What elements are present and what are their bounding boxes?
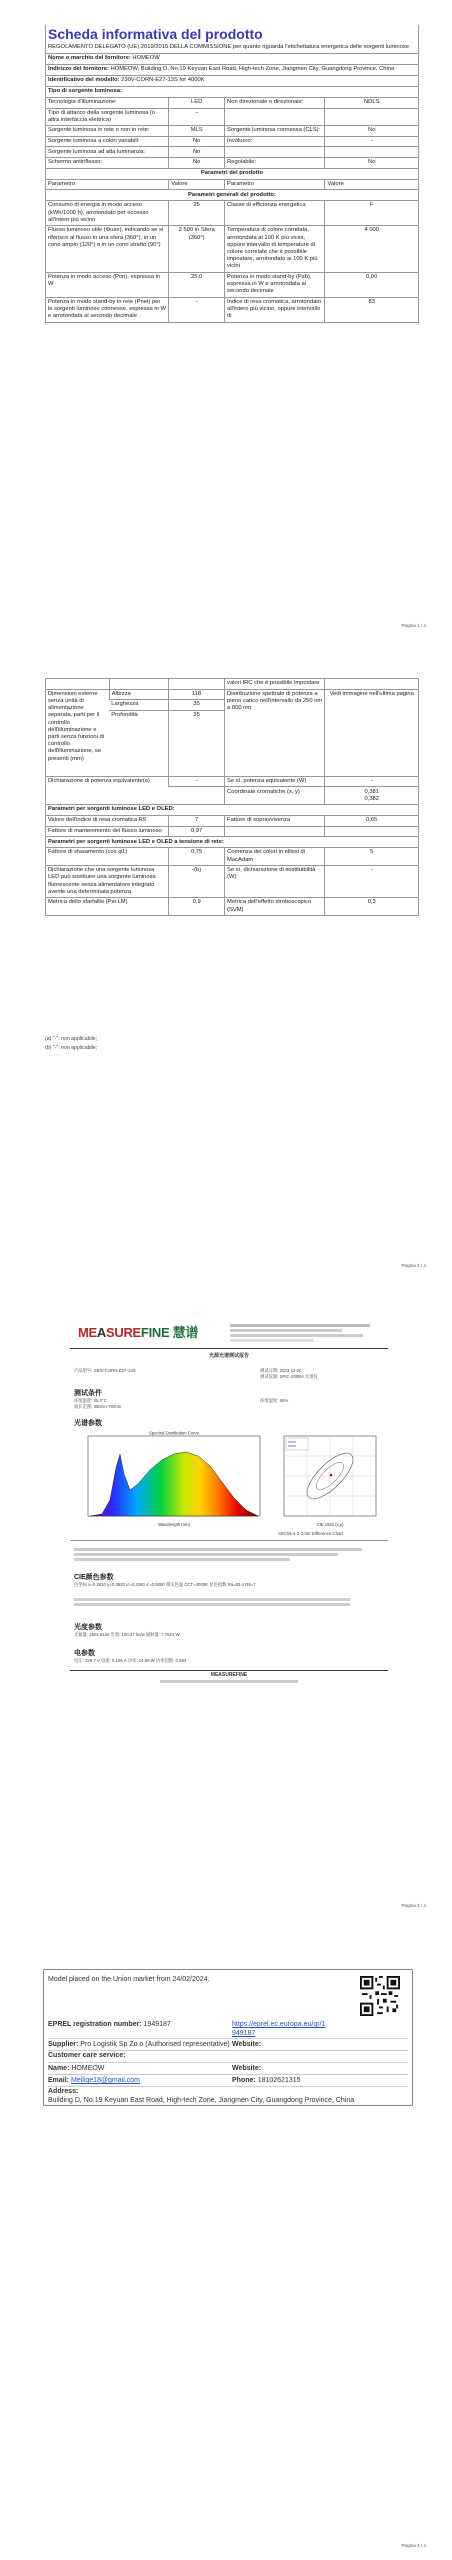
equiv-yes-label: Se sì, potenza equivalente (W) (225, 776, 325, 787)
chroma-label: Coordinate cromatiche (x, y) (225, 787, 325, 804)
supplier-name-value: HOMEOW (132, 55, 160, 62)
cc-name-row (48, 2064, 104, 2073)
led-row (46, 816, 418, 827)
type-cell-3-1: No (169, 136, 225, 147)
eprel-value: 1949187 (143, 2021, 171, 2028)
cont-table (46, 679, 418, 804)
general-row (46, 297, 418, 321)
chroma-y: 0,382 (364, 795, 379, 802)
product-info-sheet-cont (45, 678, 419, 916)
equiv-label: Dichiarazione di potenza equivalente(a) (46, 776, 169, 804)
env-range: 波长范围: 380nm-780nm (74, 1404, 122, 1409)
type-cell-2-2: Sorgente luminosa connessa (CLS): (225, 126, 325, 137)
general-cell-2-0: Potenza in modo acceso (Pon), espressa in W (46, 272, 169, 297)
general-cell-2-3: 0,00 (325, 272, 418, 297)
type-cell-1-0: Tipo di attacco della sorgente luminosa (o altra interfaccia elettrica) (46, 108, 169, 126)
general-heading: Parametri generali del prodotto: (46, 189, 418, 200)
measurefine-report (70, 1316, 388, 1758)
cc-address-label: Address: (48, 2088, 79, 2095)
led-row (46, 826, 418, 836)
mains-cell-2-3: 0,3 (325, 898, 418, 915)
mains-row (46, 848, 418, 866)
electric-heading: 电参数 (74, 1650, 95, 1657)
type-cell-0-1: LED (169, 97, 225, 108)
type-cell-2-3: No (325, 126, 418, 137)
equiv-yes-value: - (325, 776, 418, 787)
led-cell-0-0: Valore dell'indice di resa cromatica R9 (46, 816, 169, 827)
website-row (232, 2040, 261, 2049)
supplier-address-value: HOMEOW, Building D, No.19 Keyuan East Road, High-tech Zone, Jiangmen City, Guangdong Province, China (110, 66, 395, 73)
supplier-address-label: Indirizzo del fornitore: (48, 66, 109, 73)
type-cell-1-3 (325, 108, 418, 126)
env-humidity: 环境湿度: 65% (260, 1398, 289, 1403)
general-cell-1-3: 4 000 (325, 226, 418, 273)
mains-row (46, 898, 418, 915)
type-cell-3-2: Involucro: (225, 136, 325, 147)
led-cell-0-2: Fattore di sopravvivenza (225, 816, 325, 827)
dim-width-value: 35 (169, 700, 225, 711)
mains-cell-1-1: -(b) (169, 866, 225, 898)
report-heading: 光源光谱测试报告 (208, 1353, 249, 1359)
page-1 (0, 0, 452, 640)
type-cell-0-0: Tecnologia d'illuminazione: (46, 97, 169, 108)
type-cell-2-0: Sorgente luminosa in rete o non in rete: (46, 126, 169, 137)
footnote-b: (b) "-": non applicabile; (45, 1045, 98, 1051)
test-date: 测试日期: 2023-12-20 (260, 1368, 302, 1373)
mains-cell-2-2: Metrica dell'effetto stroboscopico (SVM) (225, 898, 325, 915)
general-row (46, 272, 418, 297)
type-row (46, 126, 418, 137)
spectral-label: Distribuzione spettrale di potenza a pieno carico nell'intervallo da 250 nm a 800 nm (225, 689, 325, 776)
page-3 (0, 1280, 452, 1920)
supplier-row (48, 2040, 230, 2049)
general-cell-3-0: Potenza in modo stand-by in rete (Pnet) per le sorgenti luminose connesse, espressa in W e arrotondata al secondo decimale (46, 297, 169, 321)
general-cell-3-3: 83 (325, 297, 418, 321)
general-cell-3-2: Indice di resa cromatica, arrotondato all'intero più vicino, oppure intervallo di (225, 297, 325, 321)
general-cell-1-1: 2 500 in Sfera (360°) (169, 226, 225, 273)
mains-table (46, 847, 418, 915)
supplier-name-row (46, 53, 418, 64)
supplier-label: Supplier: (48, 2041, 79, 2048)
type-cell-4-0: Sorgente luminosa ad alta luminanza: (46, 147, 169, 158)
led-cell-1-1: 0,97 (169, 826, 225, 836)
type-cell-1-2 (225, 108, 325, 126)
mains-cell-0-3: 5 (325, 848, 418, 866)
led-oled-heading: Parametri per sorgenti luminose LED e OLED: (46, 804, 418, 815)
photometric-heading: 光度参数 (74, 1624, 102, 1631)
measured-point (330, 1474, 333, 1477)
eprel-row (48, 2020, 171, 2029)
type-cell-4-2 (225, 147, 325, 158)
page-number: Pagina 3 / 4 (401, 1903, 426, 1908)
measurefine-logo: MEASUREFINE 慧谱 (78, 1325, 199, 1340)
type-row (46, 136, 418, 147)
placeholder-lines-a (74, 1546, 374, 1563)
model-row (46, 75, 418, 86)
general-row (46, 226, 418, 273)
env-heading: 测试条件 (74, 1390, 102, 1397)
col-param: Parametro (46, 179, 169, 189)
cie-caption: CIE 1931 (x,y) (316, 1522, 344, 1527)
type-cell-0-2: Non direzionale o direzionale: (225, 97, 325, 108)
color-params: 色坐标 x=0.3810 y=0.3820 u'=0.2260 v'=0.5090 相关色温 CCT=4000K 显色指数 Ra=83.4 R9=7 (74, 1582, 256, 1587)
cri-cont-text: valori IRC che è possibile impostare (225, 679, 325, 689)
electric-params: 电压: 229.7 V 电流: 0.186 A 功率: 24.90 W 功率因数: 0.584 (74, 1658, 187, 1663)
chart-title: Spectral Distribution Curve (149, 1430, 199, 1436)
type-cell-0-3: NDLS (325, 97, 418, 108)
cc-email-row (48, 2076, 140, 2085)
cc-address-value: Building D, No.19 Keyuan East Road, High-tech Zone, Jiangmen City, Guangdong Province, China (48, 2097, 355, 2104)
mains-cell-1-0: Dichiarazione che una sorgente luminosa LED può sostituire una sorgente luminosa fluorescente senza alimentatore integrato avente una determinata potenza (46, 866, 169, 898)
mains-cell-1-2: Se sì, dichiarazione di sostituibilità (W) (225, 866, 325, 898)
general-cell-0-1: 25 (169, 201, 225, 226)
general-cell-1-0: Flusso luminoso utile (Φuse), indicando se si riferisce al flusso in una sfera (360°), in un cono ampio (120°) o in un cono stretto (90°) (46, 226, 169, 273)
general-table (46, 200, 418, 322)
env-temp: 环境温度: 25.0°C (74, 1398, 107, 1403)
market-text: Model placed on the Union market from 24/02/2024. (48, 1976, 210, 1983)
cc-email-link[interactable]: Meiliqe18@gmail.com (70, 2077, 140, 2084)
type-cell-5-0: Schermo antiriflesso: (46, 158, 169, 168)
type-cell-2-1: MLS (169, 126, 225, 137)
company-info (230, 1322, 370, 1346)
color-heading: CIE颜色参数 (74, 1574, 114, 1581)
supplier-value: Pro Logistik Sp Zo.o (Authorised representative) (80, 2041, 230, 2048)
supplier-address-row (46, 64, 418, 75)
product-model: 产品型号: 230V-CORN-E27-13S (74, 1368, 136, 1373)
general-row (46, 201, 418, 226)
type-cell-3-0: Sorgente luminosa a colori variabili: (46, 136, 169, 147)
params-header-table (46, 179, 418, 190)
cc-website-label: Website: (232, 2065, 262, 2072)
type-cell-5-1: No (169, 158, 225, 168)
type-cell-5-3: No (325, 158, 418, 168)
mains-cell-0-1: 0,75 (169, 848, 225, 866)
type-row (46, 147, 418, 158)
col-value: Valore (169, 179, 225, 189)
cc-name-value: HOMEOW (71, 2065, 105, 2072)
supplier-name-label: Nome o marchio del fornitore: (48, 55, 131, 62)
eprel-label: EPREL registration number: (48, 2021, 142, 2028)
dim-height-value: 118 (169, 689, 225, 700)
led-cell-1-2 (225, 826, 325, 836)
cc-phone-label: Phone: (232, 2077, 256, 2084)
page-number: Pagina 1 / 4 (401, 623, 426, 628)
general-cell-3-1: - (169, 297, 225, 321)
mains-cell-1-3: - (325, 866, 418, 898)
chroma-values (325, 787, 418, 804)
led-table (46, 815, 418, 836)
type-table (46, 97, 418, 168)
mains-cell-2-0: Metrica dello sfarfallio (Pst LM) (46, 898, 169, 915)
type-cell-5-2: Regolabile: (225, 158, 325, 168)
cc-name-label: Name: (48, 2065, 70, 2072)
dim-height-label: Altezza (109, 689, 169, 700)
instrument: 测试仪器: SPIC-200BA 光谱仪 (260, 1374, 318, 1379)
led-cell-0-3: 0,65 (325, 816, 418, 827)
page-2 (0, 640, 452, 1280)
chroma-x: 0,381 (364, 788, 379, 795)
page-title: Scheda informativa del prodotto (48, 26, 263, 42)
page-4 (0, 1920, 452, 2560)
eprel-box (43, 1969, 413, 2106)
mains-heading: Parametri per sorgenti luminose LED e OLED a tensione di rete: (46, 836, 418, 847)
mains-cell-0-0: Fattore di sfasamento (cos φ1) (46, 848, 169, 866)
page-number: Pagina 4 / 4 (401, 2543, 426, 2548)
dim-depth-label: Profondità (109, 710, 169, 776)
type-row (46, 108, 418, 126)
chart-xlabel: Wavelength (nm) (158, 1522, 190, 1527)
cc-website-row (232, 2064, 261, 2073)
led-cell-1-3 (325, 826, 418, 836)
sdcm-caption: SDCM=4.3 Color Difference Chart (278, 1531, 343, 1536)
mains-cell-0-2: Coerenza dei colori in ellissi di MacAdam (225, 848, 325, 866)
spectrum-heading: 光谱参数 (74, 1420, 102, 1427)
general-cell-0-2: Classe di efficienza energetica (225, 201, 325, 226)
spectral-distribution-chart (74, 1430, 264, 1530)
model-value: 230V-CORN-E27-13S for 4000K (121, 77, 205, 84)
footer-brand: MEASUREFINE (210, 1672, 248, 1678)
photometric-params: 光通量: 2501.61lm 光效: 100.47 lm/w 辐射量: 7.7621 W (74, 1632, 180, 1637)
cie-diagram (276, 1430, 384, 1530)
customer-care-label: Customer care service: (48, 2052, 126, 2059)
general-cell-0-0: Consumo di energia in modo acceso (kWh/1000 h), arrotondato per eccesso all'intero più vicino (46, 201, 169, 226)
model-label: Identificativo del modello: (48, 77, 120, 84)
led-cell-0-1: 7 (169, 816, 225, 827)
general-cell-1-2: Temperatura di colore correlata, arrotondata ai 100 K più vicini, oppure intervallo di temperature di colore correlate che è possibile impostare, arrotondato ai 100 K più vicini (225, 226, 325, 273)
type-row (46, 97, 418, 108)
footnotes (45, 1035, 97, 1053)
dim-width-label: Larghezza (109, 700, 169, 711)
qr-code-icon[interactable] (360, 1976, 400, 2016)
cc-phone-row (232, 2076, 301, 2085)
placeholder-lines-b (74, 1596, 374, 1608)
type-cell-1-1: -- (169, 108, 225, 126)
general-cell-2-2: Potenza in modo stand-by (Psb), espressa in W e arrotondata al secondo decimale (225, 272, 325, 297)
regulation-text: REGOLAMENTO DELEGATO (UE) 2019/2015 DELLA COMMISSIONE per quanto riguarda l'etichettatura energetica delle sorgenti luminose (48, 44, 410, 51)
general-cell-2-1: 25,0 (169, 272, 225, 297)
dim-depth-value: 35 (169, 710, 225, 776)
col-value-2: Valore (325, 179, 418, 189)
type-row (46, 158, 418, 168)
product-params-heading: Parametri del prodotto (46, 168, 418, 179)
type-heading: Tipo di sorgente luminosa: (46, 86, 418, 97)
mains-row (46, 866, 418, 898)
product-info-sheet (45, 25, 419, 323)
equiv-value: - (169, 776, 225, 787)
col-param-2: Parametro (225, 179, 325, 189)
led-cell-1-0: Fattore di mantenimento del flusso luminoso (46, 826, 169, 836)
type-cell-3-3: - (325, 136, 418, 147)
cc-email-label: Email: (48, 2077, 70, 2084)
type-cell-4-3 (325, 147, 418, 158)
dims-label: Dimensioni esterne senza unità di alimentazione separata, parti per il controllo dell'illuminazione e parti senza funzioni di controllo dell'illuminazione, se presenti (mm) (46, 689, 109, 776)
footnote-a: (a) "-": non applicabile; (45, 1036, 98, 1042)
general-cell-0-3: F (325, 201, 418, 226)
eprel-link[interactable]: https://eprel.ec.europa.eu/qr/1949187 (232, 2021, 326, 2037)
mains-cell-2-1: 0,9 (169, 898, 225, 915)
website-label: Website: (232, 2041, 262, 2048)
type-cell-4-1: No (169, 147, 225, 158)
page-number: Pagina 2 / 4 (401, 1263, 426, 1268)
cc-phone-value: 18102621315 (257, 2077, 301, 2084)
spectral-value: Vedi immagine nell'ultima pagina (325, 689, 418, 776)
